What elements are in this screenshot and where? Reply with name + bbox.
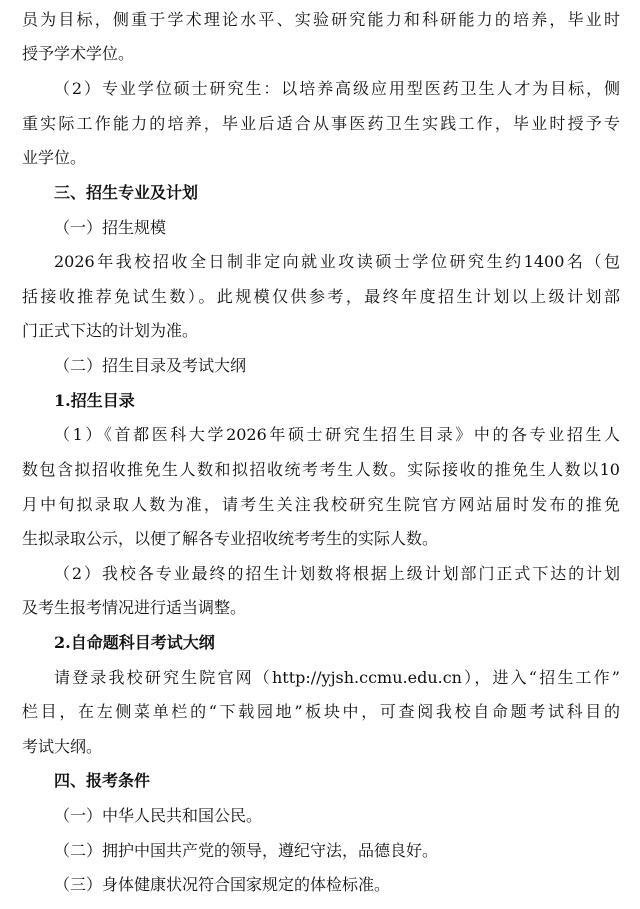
subsection-heading: （二）招生目录及考试大纲 (54, 356, 247, 375)
body-text-line: 栏目，在左侧菜单栏的“下载园地”板块中，可查阅我校自命题考试科目的 (22, 702, 620, 721)
body-text-line: 业学位。 (22, 148, 87, 167)
subsection-heading: （一）招生规模 (54, 218, 167, 237)
list-item: （一）中华人民共和国公民。 (54, 806, 263, 825)
body-text-line: 月中旬拟录取人数为准，请考生关注我校研究生院官方网站届时发布的推免 (22, 495, 620, 514)
body-text-line: （2）我校各专业最终的招生计划数将根据上级计划部门正式下达的计划 (54, 564, 620, 583)
body-text-line: 括接收推荐免试生数）。此规模仅供参考，最终年度招生计划以上级计划部 (22, 287, 620, 306)
body-text-line: （2）专业学位硕士研究生：以培养高级应用型医药卫生人才为目标，侧 (54, 79, 620, 98)
body-text-line: 授予学术学位。 (22, 44, 135, 63)
body-text-line: 2026年我校招收全日制非定向就业攻读硕士学位研究生约1400名（包 (54, 252, 620, 271)
list-item: （二）拥护中国共产党的领导，遵纪守法，品德良好。 (54, 841, 439, 860)
list-item: （三）身体健康状况符合国家规定的体检标准。 (54, 875, 391, 894)
body-text-line: （1）《首都医科大学2026年硕士研究生招生目录》中的各专业招生人 (54, 425, 620, 444)
body-text-line: 数包含拟招收推免生人数和拟招收统考考生人数。实际接收的推免生人数以10 (22, 460, 620, 479)
body-text-line: 重实际工作能力的培养，毕业后适合从事医药卫生实践工作，毕业时授予专 (22, 114, 620, 133)
section-heading: 三、招生专业及计划 (54, 183, 199, 202)
body-text-line: 员为目标，侧重于学术理论水平、实验研究能力和科研能力的培养，毕业时 (22, 10, 620, 29)
body-text-line: 门正式下达的计划为准。 (22, 321, 199, 340)
body-text-line: 生拟录取公示，以便了解各专业招收统考考生的实际人数。 (22, 529, 439, 548)
numbered-heading: 1.招生目录 (54, 391, 135, 410)
body-text-line: 及考生报考情况进行适当调整。 (22, 598, 247, 617)
body-text-line: 考试大纲。 (22, 737, 103, 756)
numbered-heading: 2.自命题科目考试大纲 (54, 633, 215, 652)
section-heading: 四、报考条件 (54, 771, 151, 790)
body-text-line: 请登录我校研究生院官网（http://yjsh.ccmu.edu.cn），进入“招生工作” (54, 668, 620, 687)
